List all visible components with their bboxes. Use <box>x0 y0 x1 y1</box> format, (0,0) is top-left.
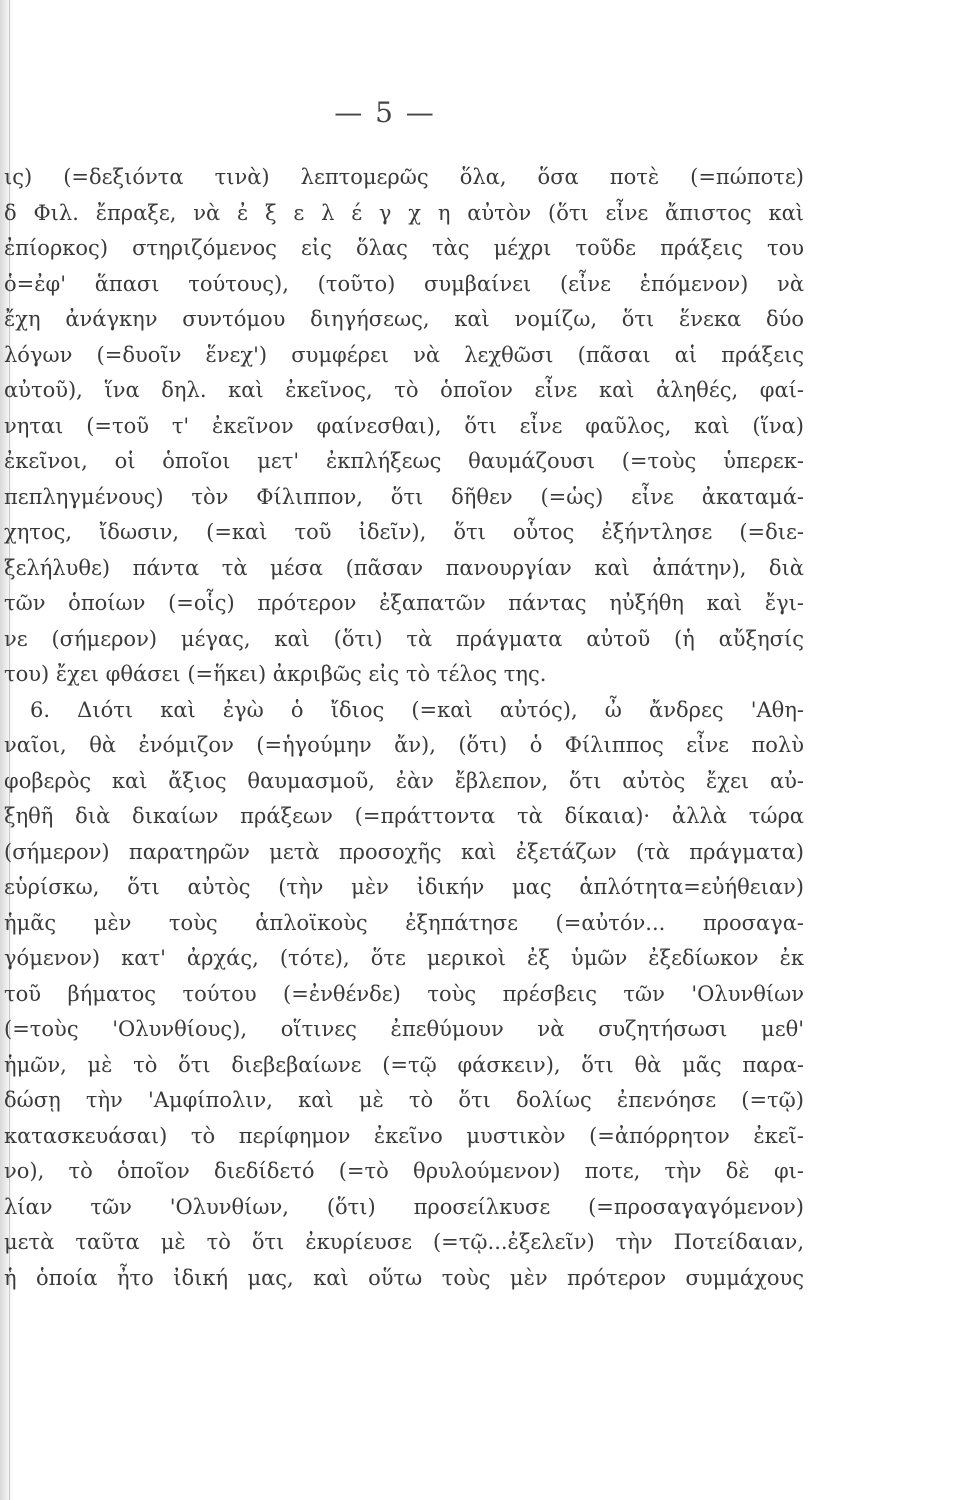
text-line: δώσῃ τὴν 'Αμφίπολιν, καὶ μὲ τὸ ὅτι δολίως ἐπενόησε (=τῷ) <box>4 1088 804 1112</box>
text-line: ξελήλυθε) πάντα τὰ μέσα (πᾶσαν πανουργίαν καὶ ἀπάτην), διὰ <box>4 555 804 580</box>
text-line: πεπληγμένους) τὸν Φίλιππον, ὅτι δῆθεν (=ὡς) εἶνε ἀκαταμά- <box>4 484 804 509</box>
text-line: ἐκεῖνοι, οἱ ὁποῖοι μετ' ἐκπλήξεως θαυμάζουσι (=τοὺς ὑπερεκ- <box>4 449 804 473</box>
text-line: ξηθῆ διὰ δικαίων πράξεων (=πράττοντα τὰ δίκαια)· ἀλλὰ τώρα <box>4 804 804 828</box>
body-text <box>4 160 804 1296</box>
text-line: του) ἔχει φθάσει (=ἥκει) ἀκριβῶς εἰς τὸ τέλος της. <box>4 662 547 686</box>
text-line: ις) (=δεξιόντα τινὰ) λεπτομερῶς ὅλα, ὅσα ποτὲ (=πώποτε) <box>4 165 804 189</box>
paragraph-start-line: 6. Διότι καὶ ἐγὼ ὁ ἴδιος (=καὶ αὐτός), ὦ ἄνδρες 'Αθη- <box>30 697 804 722</box>
text-line: αὐτοῦ), ἵνα δηλ. καὶ ἐκεῖνος, τὸ ὁποῖον εἶνε καὶ ἀληθές, φαί- <box>4 378 804 402</box>
text-line: (σήμερον) παρατηρῶν μετὰ προσοχῆς καὶ ἐξετάζων (τὰ πράγματα) <box>4 839 804 864</box>
text-line: ἡμᾶς μὲν τοὺς ἁπλοϊκοὺς ἐξηπάτησε (=αὐτόν... προσαγα- <box>4 910 804 935</box>
text-line: μετὰ ταῦτα μὲ τὸ ὅτι ἐκυρίευσε (=τῷ...ἐξελεῖν) τὴν Ποτείδαιαν, <box>4 1230 804 1254</box>
text-line: λόγων (=δυοῖν ἕνεχ') συμφέρει νὰ λεχθῶσι (πᾶσαι αἱ πράξεις <box>4 342 804 367</box>
text-line: νε (σήμερον) μέγας, καὶ (ὅτι) τὰ πράγματα αὐτοῦ (ἡ αὔξησίς <box>4 626 804 651</box>
text-line: εὑρίσκω, ὅτι αὐτὸς (τὴν μὲν ἰδικήν μας ἁπλότητα=εὐήθειαν) <box>4 875 804 899</box>
text-line: ἡμῶν, μὲ τὸ ὅτι διεβεβαίωνε (=τῷ φάσκειν), ὅτι θὰ μᾶς παρα- <box>4 1052 804 1077</box>
text-line: δ Φιλ. ἔπραξε, νὰ ἐ ξ ε λ έ γ χ η αὐτὸν (ὅτι εἶνε ἄπιστος καὶ <box>4 200 804 225</box>
text-line: ἐπίορκος) στηριζόμενος εἰς ὅλας τὰς μέχρι τοῦδε πράξεις του <box>4 236 804 260</box>
text-line: φοβερὸς καὶ ἄξιος θαυμασμοῦ, ἐὰν ἔβλεπον, ὅτι αὐτὸς ἔχει αὐ- <box>4 768 804 793</box>
text-line: νο), τὸ ὁποῖον διεδίδετό (=τὸ θρυλούμενον) ποτε, τὴν δὲ φι- <box>4 1159 804 1183</box>
page-number: — 5 — <box>334 96 436 129</box>
text-line: ἡ ὁποία ἦτο ἰδική μας, καὶ οὕτω τοὺς μὲν πρότερον συμμάχους <box>4 1265 804 1290</box>
text-line: λίαν τῶν 'Ολυνθίων, (ὅτι) προσείλκυσε (=προσαγαγόμενον) <box>4 1194 804 1219</box>
text-line: γόμενον) κατ' ἀρχάς, (τότε), ὅτε μερικοὶ ἐξ ὑμῶν ἐξεδίωκον ἐκ <box>4 946 804 970</box>
text-line: τοῦ βήματος τούτου (=ἐνθένδε) τοὺς πρέσβεις τῶν 'Ολυνθίων <box>4 981 804 1006</box>
text-line: (=τοὺς 'Ολυνθίους), οἵτινες ἐπεθύμουν νὰ συζητήσωσι μεθ' <box>4 1017 804 1041</box>
text-line: ὁ=ἐφ' ἅπασι τούτους), (τοῦτο) συμβαίνει (εἶνε ἑπόμενον) νὰ <box>4 271 804 296</box>
text-line: τῶν ὁποίων (=οἷς) πρότερον ἐξαπατῶν πάντας ηὐξήθη καὶ ἔγι- <box>4 591 804 615</box>
text-line: ἔχη ἀνάγκην συντόμου διηγήσεως, καὶ νομίζω, ὅτι ἕνεκα δύο <box>4 307 804 331</box>
text-line: κατασκευάσαι) τὸ περίφημον ἐκεῖνο μυστικὸν (=ἀπόρρητον ἐκεῖ- <box>4 1123 804 1148</box>
text-line: νηται (=τοῦ τ' ἐκεῖνον φαίνεσθαι), ὅτι εἶνε φαῦλος, καὶ (ἵνα) <box>4 413 804 438</box>
text-line: χητος, ἴδωσιν, (=καὶ τοῦ ἰδεῖν), ὅτι οὗτος ἐξήντλησε (=διε- <box>4 520 804 544</box>
text-line: ναῖοι, θὰ ἐνόμιζον (=ἡγούμην ἄν), (ὅτι) ὁ Φίλιππος εἶνε πολὺ <box>4 733 804 757</box>
